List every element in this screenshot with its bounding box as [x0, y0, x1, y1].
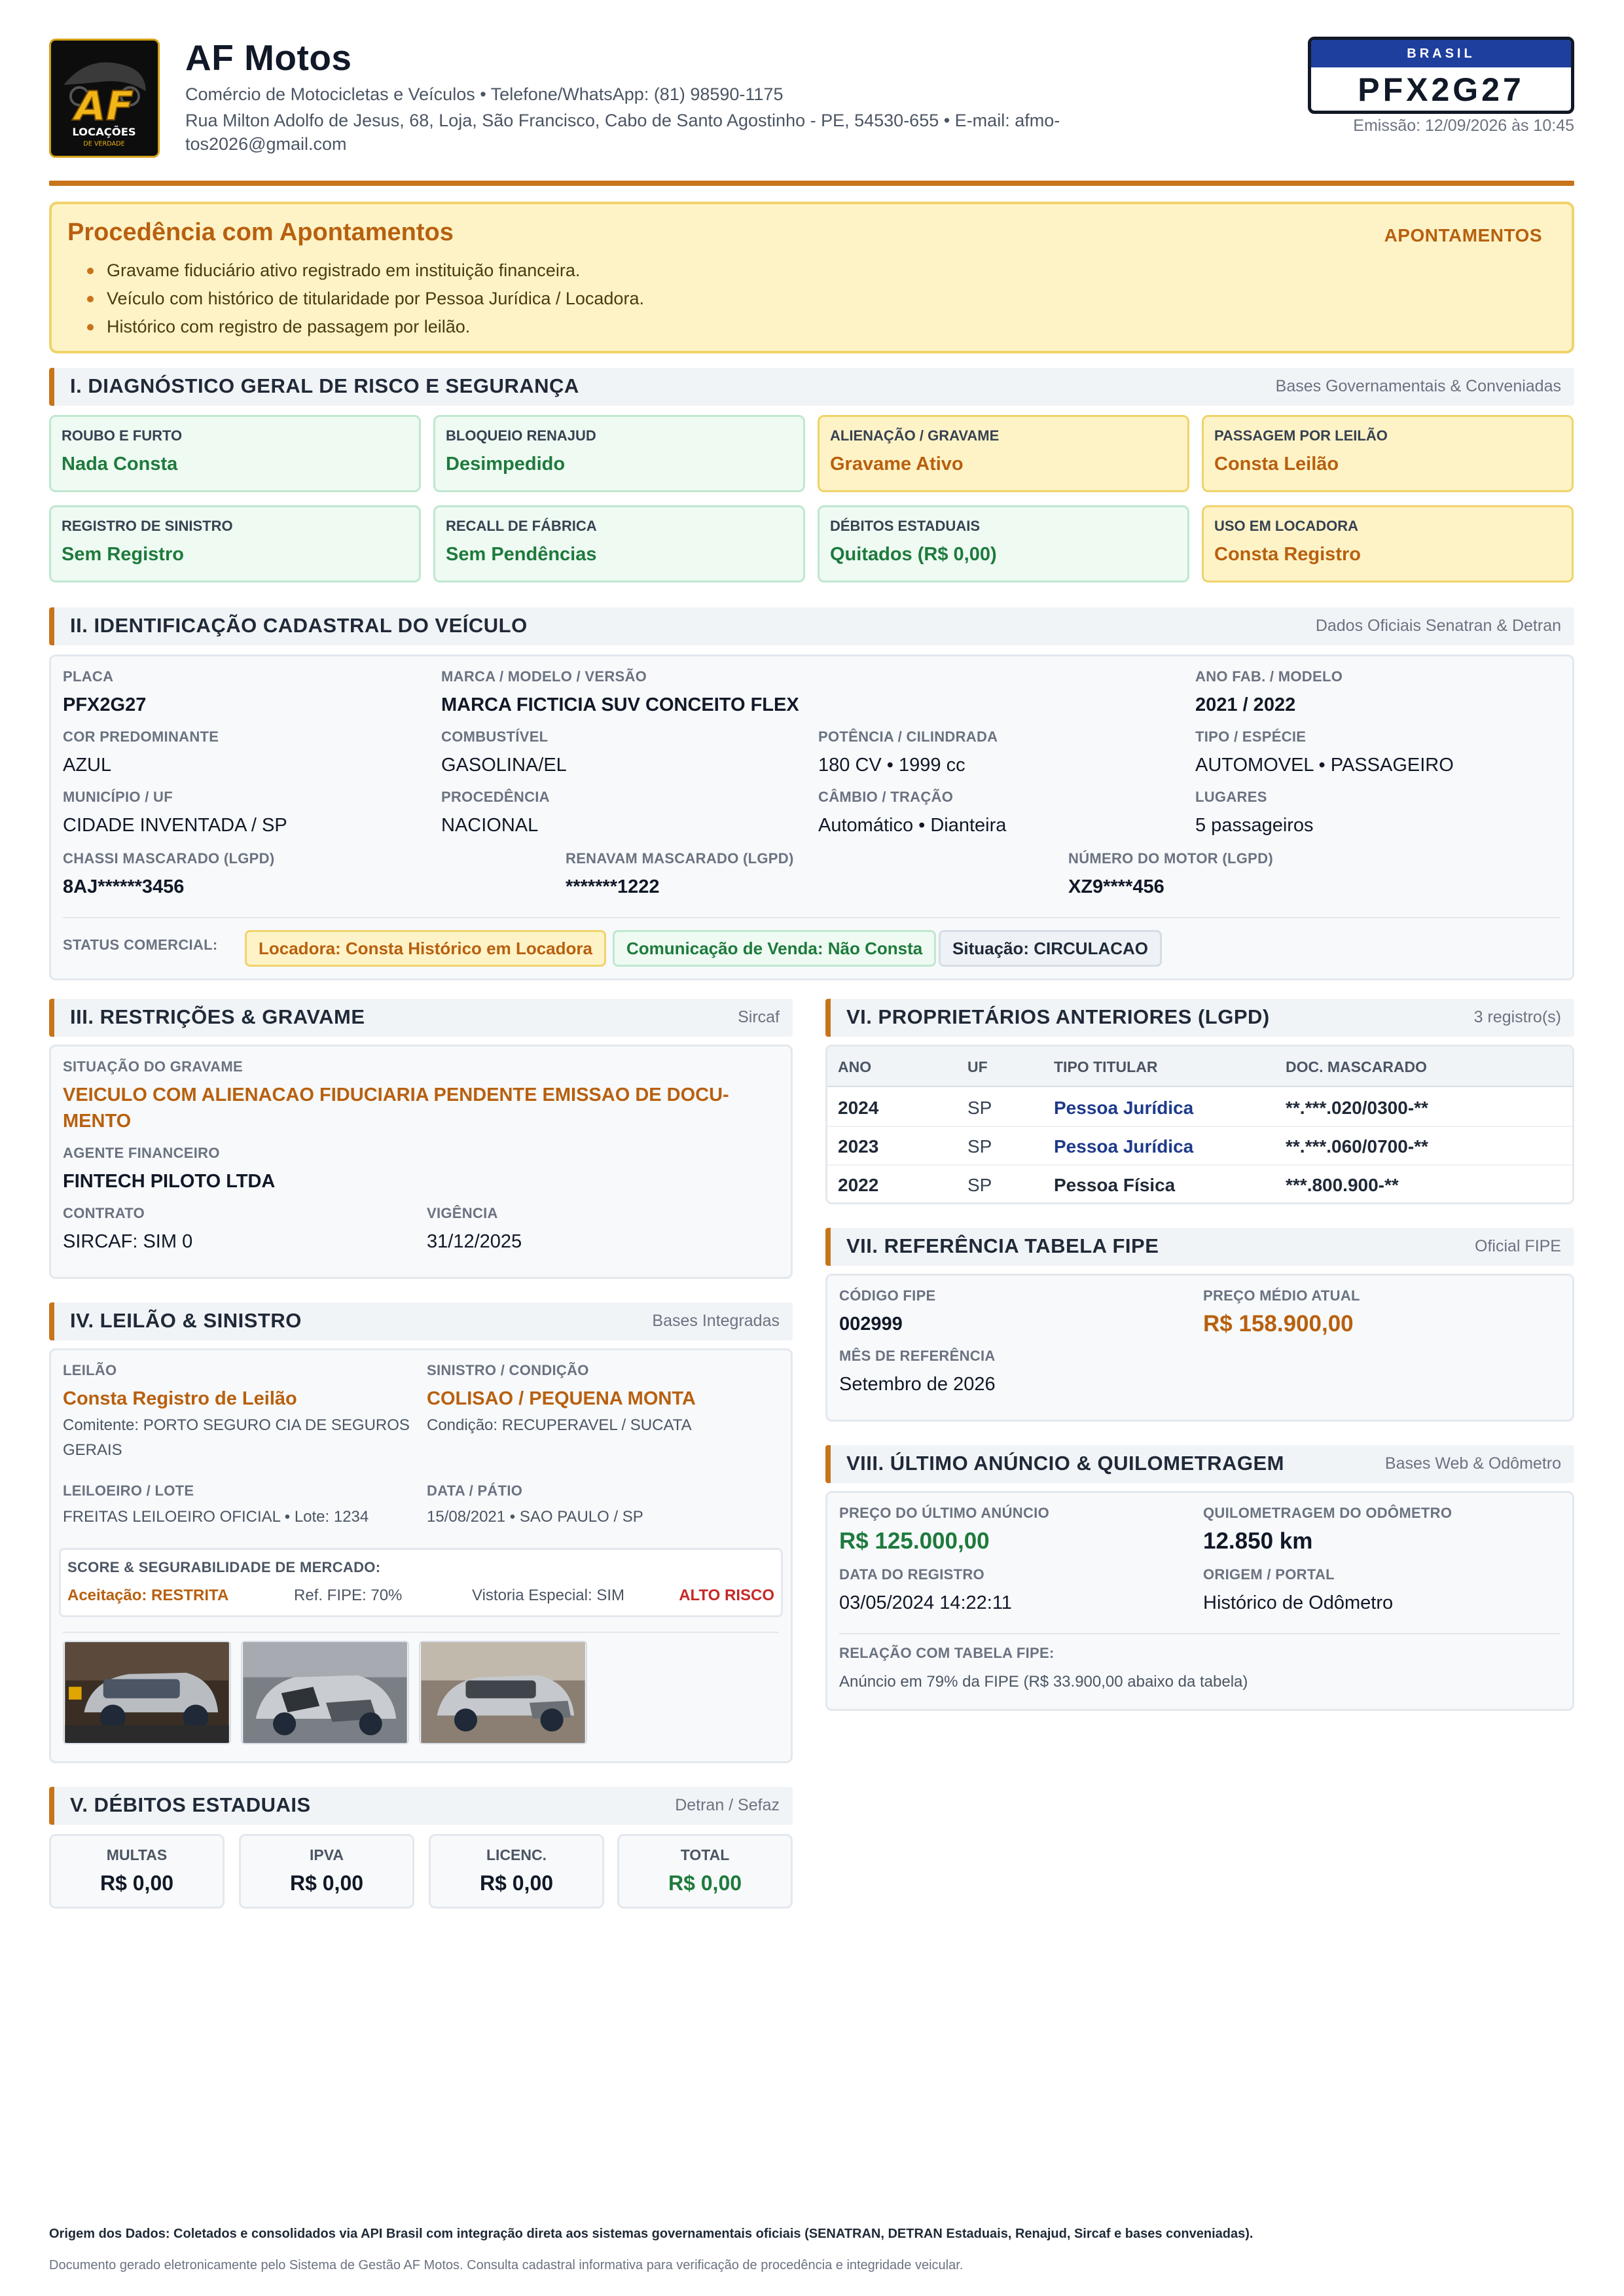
- financial-agent-value: FINTECH PILOTO LTDA: [63, 1171, 276, 1192]
- acceptance-value: Aceitação: RESTRITA: [67, 1587, 229, 1604]
- header-divider: [49, 181, 1574, 186]
- field-label: PREÇO MÉDIO ATUAL: [1203, 1287, 1360, 1304]
- color-value: AZUL: [63, 755, 112, 776]
- special-inspection-value: Vistoria Especial: SIM: [472, 1587, 624, 1604]
- license-plate: [1308, 37, 1574, 114]
- report-page: [49, 37, 1574, 1895]
- report-header: [49, 37, 1574, 161]
- risk-card: [1202, 505, 1574, 583]
- year-value: 2021 / 2022: [1195, 694, 1296, 715]
- type-value: AUTOMOVEL • PASSAGEIRO: [1195, 755, 1454, 776]
- auction-consignor-cont: GERAIS: [63, 1441, 122, 1459]
- field-label: ANO FAB. / MODELO: [1195, 668, 1343, 685]
- table-header: [827, 1047, 1572, 1087]
- owner-doc: **.***.060/0700-**: [1286, 1136, 1428, 1157]
- risk-card-label: ROUBO E FURTO: [62, 427, 183, 444]
- mileage-value: 12.850 km: [1203, 1528, 1313, 1554]
- section-source: Dados Oficiais Senatran & Detran: [1315, 617, 1561, 635]
- origin-value: NACIONAL: [441, 815, 539, 836]
- owner-uf: SP: [967, 1098, 992, 1118]
- section-risk-header: [49, 368, 1574, 406]
- risk-card-label: DÉBITOS ESTADUAIS: [830, 518, 980, 534]
- divider: [839, 1633, 1561, 1634]
- section-title: VII. REFERÊNCIA TABELA FIPE: [846, 1234, 1159, 1257]
- market-score-box: [59, 1548, 783, 1617]
- field-label: PROCEDÊNCIA: [441, 789, 550, 805]
- field-label: COMBUSTÍVEL: [441, 728, 549, 745]
- table-row: [827, 1127, 1572, 1166]
- section-title: II. IDENTIFICAÇÃO CADASTRAL DO VEÍCULO: [70, 614, 528, 637]
- vehicle-photo[interactable]: [419, 1641, 587, 1744]
- renavam-value: *******1222: [566, 876, 660, 897]
- company-email: tos2026@gmail.com: [185, 134, 347, 154]
- lien-status-value-cont: MENTO: [63, 1111, 132, 1132]
- fuel-value: GASOLINA/EL: [441, 755, 567, 776]
- status-badge-situation: Situação: CIRCULACAO: [939, 930, 1162, 967]
- svg-text:AF: AF: [75, 82, 134, 130]
- field-label: MÊS DE REFERÊNCIA: [839, 1348, 996, 1364]
- validity-value: 31/12/2025: [427, 1231, 522, 1252]
- auction-consignor: Comitente: PORTO SEGURO CIA DE SEGUROS: [63, 1416, 410, 1434]
- fipe-relation-value: Anúncio em 79% da FIPE (R$ 33.900,00 abaixo da tabela): [839, 1673, 1248, 1691]
- field-label: POTÊNCIA / CILINDRADA: [818, 728, 998, 745]
- risk-card-label: ALIENAÇÃO / GRAVAME: [830, 427, 1000, 444]
- section-title: VI. PROPRIETÁRIOS ANTERIORES (LGPD): [846, 1005, 1270, 1028]
- field-label: PLACA: [63, 668, 114, 685]
- plate-country: BRASIL: [1311, 40, 1571, 67]
- risk-card: [49, 415, 421, 492]
- owner-type: Pessoa Jurídica: [1054, 1136, 1194, 1157]
- section-title: IV. LEILÃO & SINISTRO: [70, 1309, 302, 1332]
- owners-table: [825, 1045, 1574, 1204]
- risk-card-label: RECALL DE FÁBRICA: [446, 518, 597, 534]
- section-owners-header: [825, 999, 1574, 1037]
- emission-date: Emissão: 12/09/2026 às 10:45: [1353, 117, 1574, 135]
- risk-card: [433, 415, 805, 492]
- debit-label: MULTAS: [106, 1846, 168, 1863]
- svg-text:DE VERDADE: DE VERDADE: [83, 140, 125, 148]
- section-identification-header: [49, 607, 1574, 645]
- risk-level-badge: ALTO RISCO: [679, 1587, 774, 1604]
- field-label: MUNICÍPIO / UF: [63, 789, 173, 805]
- owner-year: 2024: [838, 1098, 879, 1118]
- svg-text:LOCAÇÕES: LOCAÇÕES: [72, 125, 136, 138]
- section-title: III. RESTRIÇÕES & GRAVAME: [70, 1005, 365, 1028]
- owner-type: Pessoa Jurídica: [1054, 1098, 1194, 1118]
- owner-type: Pessoa Física: [1054, 1175, 1176, 1195]
- field-label: MARCA / MODELO / VERSÃO: [441, 668, 647, 685]
- risk-card-value: Quitados (R$ 0,00): [830, 544, 997, 565]
- field-label: VIGÊNCIA: [427, 1205, 498, 1221]
- section-title: V. DÉBITOS ESTADUAIS: [70, 1793, 311, 1816]
- section-source: Detran / Sefaz: [675, 1796, 780, 1814]
- record-date-value: 03/05/2024 14:22:11: [839, 1592, 1012, 1613]
- section-restrictions-header: [49, 999, 793, 1037]
- field-label: SINISTRO / CONDIÇÃO: [427, 1362, 589, 1378]
- damage-condition: Condição: RECUPERAVEL / SUCATA: [427, 1416, 692, 1434]
- company-contact: Comércio de Motocicletas e Veículos • Telefone/WhatsApp: (81) 98590-1175: [185, 84, 784, 104]
- risk-card-value: Nada Consta: [62, 454, 178, 475]
- field-label: TIPO / ESPÉCIE: [1195, 728, 1307, 745]
- field-label: CONTRATO: [63, 1205, 145, 1221]
- risk-card: [49, 505, 421, 583]
- power-value: 180 CV • 1999 cc: [818, 755, 965, 776]
- alert-badge: APONTAMENTOS: [1384, 225, 1542, 245]
- field-label: SITUAÇÃO DO GRAVAME: [63, 1058, 243, 1075]
- section-debits-header: [49, 1787, 793, 1825]
- section-source: Bases Integradas: [652, 1312, 780, 1330]
- risk-card-label: REGISTRO DE SINISTRO: [62, 518, 233, 534]
- debit-total: [617, 1834, 793, 1909]
- footer-data-source: Origem dos Dados: Coletados e consolidados via API Brasil com integração direta aos sistemas governamentais oficiais (SENATRAN, DETRAN Estaduais, Renajud, Sircaf e bases conveniadas).: [49, 2227, 1254, 2241]
- section-title: I. DIAGNÓSTICO GERAL DE RISCO E SEGURANÇA: [70, 374, 579, 397]
- listing-price-value: R$ 125.000,00: [839, 1528, 990, 1554]
- divider: [63, 917, 1561, 918]
- debit-value: R$ 0,00: [479, 1871, 554, 1895]
- field-label: DATA DO REGISTRO: [839, 1566, 984, 1583]
- debit-value: R$ 0,00: [289, 1871, 364, 1895]
- field-label: CÂMBIO / TRAÇÃO: [818, 789, 954, 805]
- debit-label: IPVA: [310, 1846, 344, 1863]
- risk-card-label: PASSAGEM POR LEILÃO: [1214, 427, 1388, 444]
- risk-card-value: Sem Registro: [62, 544, 184, 565]
- risk-card: [818, 415, 1189, 492]
- lien-panel: [49, 1045, 793, 1279]
- owner-year: 2023: [838, 1136, 879, 1157]
- section-source: Bases Governamentais & Conveniadas: [1275, 377, 1561, 395]
- footer-disclaimer: Documento gerado eletronicamente pelo Sistema de Gestão AF Motos. Consulta cadastral informativa para verificação de procedência e integridade veicular.: [49, 2258, 964, 2272]
- table-row: [827, 1088, 1572, 1127]
- risk-card-value: Consta Leilão: [1214, 454, 1339, 475]
- section-source: Sircaf: [738, 1008, 780, 1026]
- company-address: Rua Milton Adolfo de Jesus, 68, Loja, São Francisco, Cabo de Santo Agostinho - PE, 54530-655 • E-mail: afmo-: [185, 111, 1060, 130]
- debit-label: TOTAL: [680, 1846, 730, 1863]
- debit-value: R$ 0,00: [668, 1871, 742, 1895]
- vehicle-identification-panel: [49, 655, 1574, 980]
- fipe-reference-value: Ref. FIPE: 70%: [294, 1587, 403, 1604]
- field-label: LUGARES: [1195, 789, 1267, 805]
- field-label: NÚMERO DO MOTOR (LGPD): [1068, 850, 1273, 867]
- section-title: VIII. ÚLTIMO ANÚNCIO & QUILOMETRAGEM: [846, 1452, 1284, 1475]
- risk-card-label: USO EM LOCADORA: [1214, 518, 1358, 534]
- status-label: STATUS COMERCIAL:: [63, 937, 218, 953]
- owner-doc: ***.800.900-**: [1286, 1175, 1399, 1195]
- risk-card-value: Consta Registro: [1214, 544, 1361, 565]
- owner-doc: **.***.020/0300-**: [1286, 1098, 1428, 1118]
- debit-value: R$ 0,00: [99, 1871, 174, 1895]
- section-auction-header: [49, 1302, 793, 1340]
- owner-year: 2022: [838, 1175, 879, 1195]
- debit-ipva: [239, 1834, 414, 1909]
- engine-value: XZ9****456: [1068, 876, 1164, 897]
- alert-list: [87, 257, 644, 341]
- alert-item: Histórico com registro de passagem por leilão.: [87, 313, 644, 341]
- field-label: RELAÇÃO COM TABELA FIPE:: [839, 1645, 1055, 1661]
- vehicle-photo[interactable]: [63, 1641, 231, 1744]
- listing-panel: [825, 1491, 1574, 1711]
- alert-item: Gravame fiduciário ativo registrado em instituição financeira.: [87, 257, 644, 285]
- debit-licensing: [429, 1834, 604, 1909]
- alert-item: Veículo com histórico de titularidade por Pessoa Jurídica / Locadora.: [87, 285, 644, 313]
- field-label: AGENTE FINANCEIRO: [63, 1145, 220, 1161]
- damage-value: COLISAO / PEQUENA MONTA: [427, 1388, 696, 1409]
- auction-date-value: 15/08/2021 • SAO PAULO / SP: [427, 1508, 643, 1526]
- field-label: CÓDIGO FIPE: [839, 1287, 936, 1304]
- field-label: DATA / PÁTIO: [427, 1482, 523, 1499]
- risk-card: [433, 505, 805, 583]
- field-label: COR PREDOMINANTE: [63, 728, 219, 745]
- table-row: [827, 1166, 1572, 1204]
- seats-value: 5 passageiros: [1195, 815, 1314, 836]
- status-badge-rental: Locadora: Consta Histórico em Locadora: [245, 930, 606, 967]
- section-source: Oficial FIPE: [1475, 1237, 1561, 1255]
- section-listing-header: [825, 1445, 1574, 1483]
- debit-fines: [49, 1834, 225, 1909]
- contract-value: SIRCAF: SIM 0: [63, 1231, 193, 1252]
- fipe-month-value: Setembro de 2026: [839, 1374, 996, 1395]
- section-source: 3 registro(s): [1473, 1008, 1561, 1026]
- field-label: QUILOMETRAGEM DO ODÔMETRO: [1203, 1505, 1453, 1521]
- field-label: PREÇO DO ÚLTIMO ANÚNCIO: [839, 1505, 1050, 1521]
- divider: [63, 1632, 779, 1633]
- procedence-alert: [49, 202, 1574, 353]
- column-header: UF: [967, 1058, 988, 1075]
- plate-number: PFX2G27: [1358, 71, 1525, 108]
- debit-label: LICENC.: [486, 1846, 547, 1863]
- chassis-value: 8AJ******3456: [63, 876, 185, 897]
- section-source: Bases Web & Odômetro: [1384, 1454, 1561, 1473]
- score-label: SCORE & SEGURABILIDADE DE MERCADO:: [67, 1559, 381, 1575]
- transmission-value: Automático • Dianteira: [818, 815, 1007, 836]
- field-label: RENAVAM MASCARADO (LGPD): [566, 850, 794, 867]
- fipe-code-value: 002999: [839, 1314, 903, 1335]
- column-header: DOC. MASCARADO: [1286, 1058, 1427, 1075]
- company-logo: [49, 39, 160, 158]
- portal-value: Histórico de Odômetro: [1203, 1592, 1394, 1613]
- risk-card-value: Sem Pendências: [446, 544, 597, 565]
- company-name: AF Motos: [185, 37, 352, 78]
- model-value: MARCA FICTICIA SUV CONCEITO FLEX: [441, 694, 799, 715]
- city-value: CIDADE INVENTADA / SP: [63, 815, 287, 836]
- status-badge-sale: Comunicação de Venda: Não Consta: [613, 930, 936, 967]
- owner-uf: SP: [967, 1175, 992, 1195]
- plate-value: PFX2G27: [63, 694, 147, 715]
- vehicle-photo[interactable]: [241, 1641, 409, 1744]
- lien-status-value: VEICULO COM ALIENACAO FIDUCIARIA PENDENTE EMISSAO DE DOCU-: [63, 1085, 729, 1105]
- field-label: LEILOEIRO / LOTE: [63, 1482, 194, 1499]
- risk-card-label: BLOQUEIO RENAJUD: [446, 427, 596, 444]
- field-label: ORIGEM / PORTAL: [1203, 1566, 1335, 1583]
- fipe-price-value: R$ 158.900,00: [1203, 1311, 1354, 1336]
- risk-card-value: Gravame Ativo: [830, 454, 964, 475]
- section-fipe-header: [825, 1228, 1574, 1266]
- risk-card: [1202, 415, 1574, 492]
- alert-title: Procedência com Apontamentos: [67, 219, 454, 246]
- fipe-panel: [825, 1274, 1574, 1422]
- auction-panel: [49, 1348, 793, 1763]
- column-header: ANO: [838, 1058, 872, 1075]
- column-header: TIPO TITULAR: [1054, 1058, 1158, 1075]
- auction-value: Consta Registro de Leilão: [63, 1388, 297, 1409]
- auctioneer-value: FREITAS LEILOEIRO OFICIAL • Lote: 1234: [63, 1508, 369, 1526]
- owner-uf: SP: [967, 1136, 992, 1157]
- field-label: CHASSI MASCARADO (LGPD): [63, 850, 275, 867]
- risk-card-value: Desimpedido: [446, 454, 566, 475]
- risk-card: [818, 505, 1189, 583]
- field-label: LEILÃO: [63, 1362, 117, 1378]
